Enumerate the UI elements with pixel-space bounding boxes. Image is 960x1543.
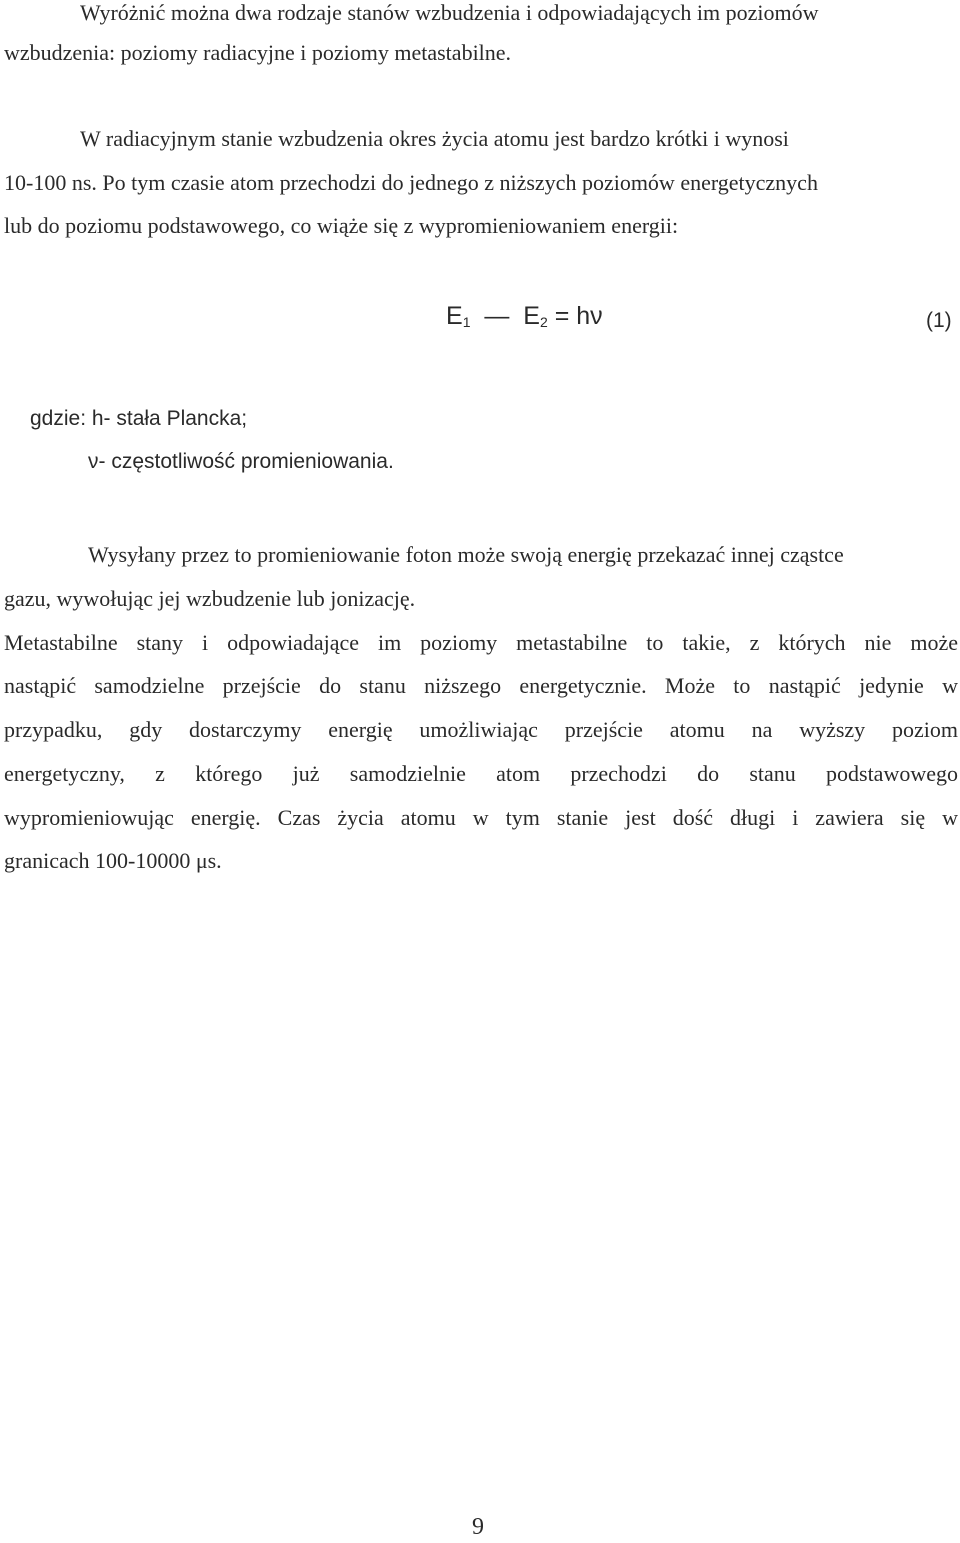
legend-line-1: gdzie: h- stała Plancka;: [30, 407, 248, 430]
paragraph-2-line-2: 10-100 ns. Po tym czasie atom przechodzi do jednego z niższych poziomów energetycznych: [4, 170, 818, 195]
paragraph-1-line-2: wzbudzenia: poziomy radiacyjne i poziomy metastabilne.: [4, 40, 512, 65]
paragraph-4-line-3: przypadku, gdy dostarczymy energię umożliwiając przejście atomu na wyższy poziom: [4, 717, 958, 742]
paragraph-3-line-1: Wysyłany przez to promieniowanie foton może swoją energię przekazać innej cząstce: [88, 542, 844, 567]
legend-line-2: ν- częstotliwość promieniowania.: [88, 450, 394, 473]
page-number: 9: [472, 1514, 484, 1540]
paragraph-1-line-1: Wyróżnić można dwa rodzaje stanów wzbudzenia i odpowiadających im poziomów: [80, 0, 819, 25]
equation-e2: E: [523, 302, 540, 330]
equation-sub1: 1: [462, 314, 471, 330]
paragraph-4-line-2: nastąpić samodzielne przejście do stanu niższego energetycznie. Może to nastąpić jedynie w: [4, 673, 958, 698]
equation-number: (1): [926, 309, 952, 332]
paragraph-4-line-5: wypromieniowując energię. Czas życia atomu w tym stanie jest dość długi i zawiera się w: [4, 805, 958, 830]
paragraph-3-line-2: gazu, wywołując jej wzbudzenie lub jonizację.: [4, 586, 416, 611]
paragraph-4-line-6: granicach 100-10000 μs.: [4, 848, 222, 873]
equation-rhs: = hν: [547, 302, 603, 330]
equation-operator: —: [470, 302, 524, 330]
paragraph-4-line-4: energetyczny, z którego już samodzielnie atom przechodzi do stanu podstawowego: [4, 761, 958, 786]
equation: [446, 302, 603, 331]
equation-e1: E: [446, 302, 463, 330]
equation-sub2: 2: [539, 314, 548, 330]
paragraph-4-line-1: Metastabilne stany i odpowiadające im poziomy metastabilne to takie, z których nie może: [4, 630, 958, 655]
paragraph-2-line-3: lub do poziomu podstawowego, co wiąże się z wypromieniowaniem energii:: [4, 213, 679, 238]
paragraph-2-line-1: W radiacyjnym stanie wzbudzenia okres życia atomu jest bardzo krótki i wynosi: [80, 126, 789, 151]
